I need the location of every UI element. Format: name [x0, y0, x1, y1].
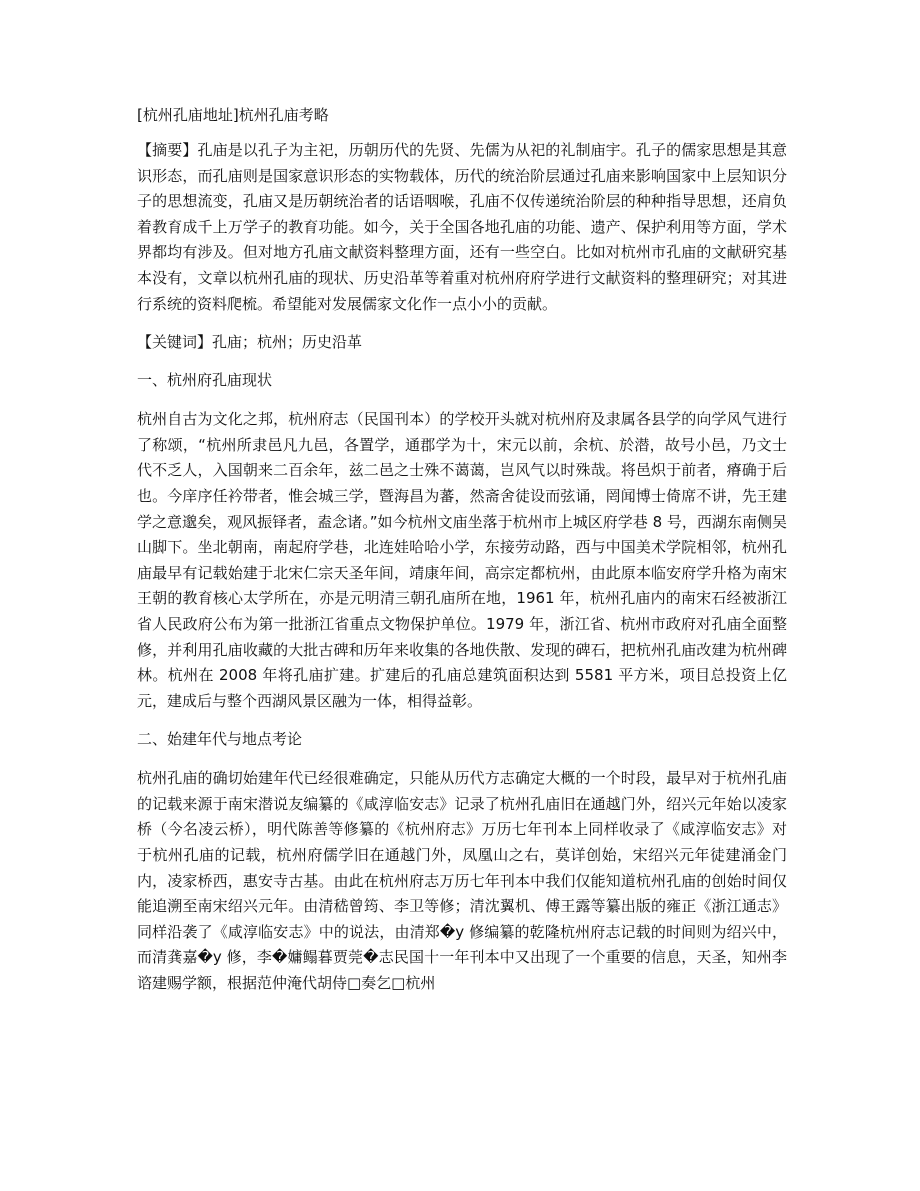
- section-body-founding: 杭州孔庙的确切始建年代已经很难确定，只能从历代方志确定大概的一个时段，最早对于杭州孔庙的记载来源于南宋潜说友编纂的《咸淳临安志》记录了杭州孔庙旧在通越门外，绍兴元年始以凌家桥（今名凌云桥），明代陈善等修纂的《杭州府志》万历七年刊本上同样收录了《咸淳临安志》对于杭州孔庙的记载，杭州府儒学旧在通越门外，凤凰山之右，莫详创始，宋绍兴元年徒建涌金门内，凌家桥西，惠安寺古基。由此在杭州府志万历七年刊本中我们仅能知道杭州孔庙的创始时间仅能追溯至南宋绍兴元年。由清嵇曾筠、李卫等修；清沈翼机、傅王露等纂出版的雍正《浙江通志》同样沿袭了《咸淳临安志》中的说法，由清郑�y 修编纂的乾隆杭州府志记载的时间则为绍兴中，而清龚嘉�y 修，李�嫞鳎暮贾莞�志民国十一年刊本中又出现了一个重要的信息，天圣，知州李谘建赐学额，根据范仲淹代胡侍□奏乞□杭州: [137, 769, 787, 993]
- document-page: [137, 102, 787, 1009]
- section-body-status: 杭州自古为文化之邦，杭州府志（民国刊本）的学校开头就对杭州府及隶属各县学的向学风气进行了称颂，“杭州所隶邑凡九邑，各置学，通郡学为十，宋元以前，余杭、於潜，故号小邑，乃文士代不乏人，入国朝来二百余年，兹二邑之士殊不蔼蔼，岂风气以时殊哉。将邑炽于前者，瘠确于后也。今庠序任衿带者，惟会城三学，暨海昌为蕃，然斋舍徒设而弦诵，罔闻博士倚席不讲，先王建学之意邈矣，观风振铎者，盍念诸。”如今杭州文庙坐落于杭州市上城区府学巷 8 号，西湖东南侧吴山脚下。坐北朝南，南起府学巷，北连娃哈哈小学，东接劳动路，西与中国美术学院相邻，杭州孔庙最早有记载始建于北宋仁宗天圣年间，靖康年间，高宗定都杭州，由此原本临安府学升格为南宋王朝的教育核心太学所在，亦是元明清三朝孔庙所在地，1961 年，杭州孔庙内的南宋石经被浙江省人民政府公布为第一批浙江省重点文物保护单位。1979 年，浙江省、杭州市政府对孔庙全面整修，并利用孔庙收藏的大批古碑和历年来收集的各地佚散、发现的碑石，把杭州孔庙改建为杭州碑林。杭州在 2008 年将孔庙扩建。扩建后的孔庙总建筑面积达到 5581 平方米，项目总投资上亿元，建成后与整个西湖风景区融为一体，相得益彰。: [137, 410, 787, 710]
- section-heading-status: 一、杭州府孔庙现状: [137, 371, 273, 390]
- keywords-line: 【关键词】孔庙；杭州；历史沿革: [137, 333, 363, 352]
- document-title: [杭州孔庙地址]杭州孔庙考略: [137, 106, 329, 124]
- section-heading-founding: 二、始建年代与地点考论: [137, 730, 303, 749]
- abstract-paragraph: 【摘要】孔庙是以孔子为主祀，历朝历代的先贤、先儒为从祀的礼制庙宇。孔子的儒家思想是其意识形态，而孔庙则是国家意识形态的实物载体，历代的统治阶层通过孔庙来影响国家中上层知识分子的思想流变，孔庙又是历朝统治者的话语咽喉，孔庙不仅传递统治阶层的种种指导思想，还肩负着教育成千上万学子的教育功能。如今，关于全国各地孔庙的功能、遗产、保护利用等方面，学术界都均有涉及。但对地方孔庙文献资料整理方面，还有一些空白。比如对杭州市孔庙的文献研究基本没有，文章以杭州孔庙的现状、历史沿革等着重对杭州府府学进行文献资料的整理研究；对其进行系统的资料爬梳。希望能对发展儒家文化作一点小小的贡献。: [137, 141, 787, 313]
